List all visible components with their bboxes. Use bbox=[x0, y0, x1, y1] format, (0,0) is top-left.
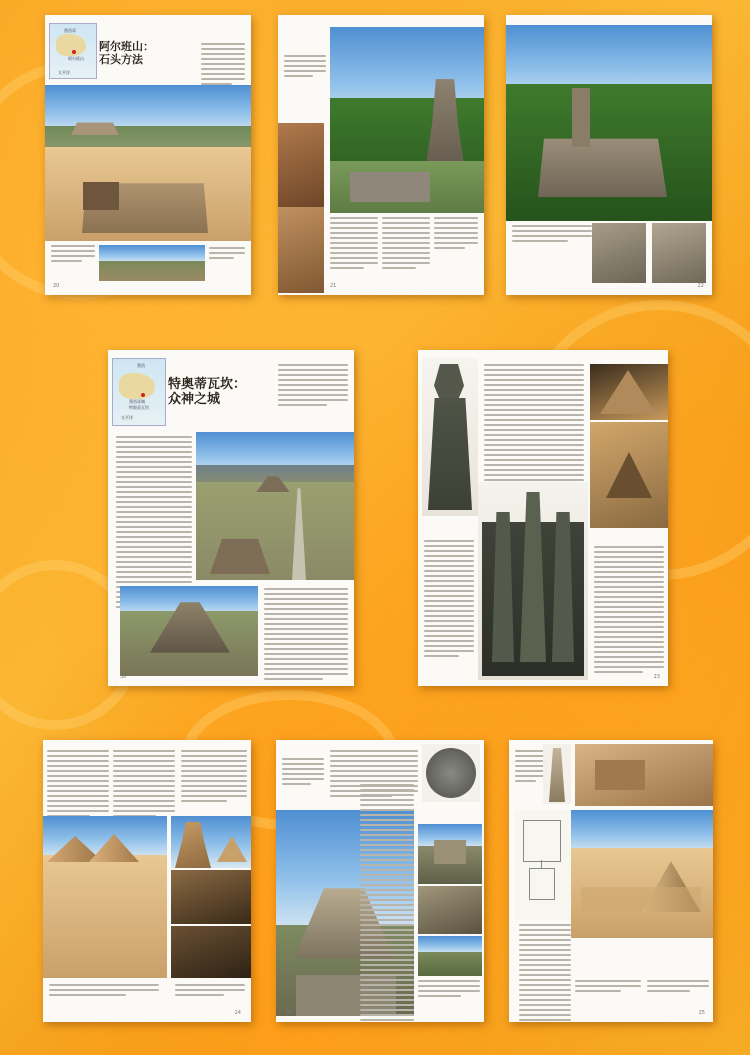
body-text bbox=[360, 784, 414, 1022]
page-number: 25 bbox=[698, 1010, 705, 1016]
caption-text bbox=[284, 55, 326, 80]
caption-text bbox=[647, 980, 709, 995]
page-title: 阿尔班山： 石头方法 bbox=[99, 40, 154, 66]
book-page-egyptian-statues bbox=[418, 350, 668, 686]
photo-temple-warriors bbox=[418, 824, 482, 884]
body-text bbox=[201, 43, 245, 88]
location-map bbox=[112, 358, 166, 426]
page-title: 特奥蒂瓦坎： 众神之城 bbox=[168, 377, 247, 407]
body-text bbox=[181, 750, 247, 805]
photo-standing-statue bbox=[543, 744, 571, 804]
photo-excavation-site bbox=[575, 744, 713, 806]
book-page-tikal bbox=[278, 15, 484, 295]
photo-desert-pyramid bbox=[571, 810, 713, 938]
body-text bbox=[434, 217, 478, 252]
photo-ball-court bbox=[418, 936, 482, 976]
photo-plaza-panorama bbox=[99, 245, 205, 281]
page-number: 30 bbox=[120, 674, 127, 680]
site-plan-diagram bbox=[515, 810, 571, 920]
photo-pyramid-of-moon bbox=[120, 586, 258, 676]
book-page-desert-pyramid bbox=[509, 740, 713, 1022]
book-page-giza bbox=[43, 740, 251, 1022]
photo-pyramid-aerial-middle bbox=[590, 422, 668, 528]
map-label-country: 墨西 bbox=[137, 363, 145, 368]
photo-carved-relief bbox=[278, 123, 324, 207]
map-label-site: 阿尔班山 bbox=[68, 56, 84, 61]
body-text bbox=[594, 546, 664, 676]
page-number: 24 bbox=[234, 1010, 241, 1016]
caption-text bbox=[282, 758, 324, 788]
body-text bbox=[519, 924, 571, 1022]
map-label-site: 特奥蒂瓦坎 bbox=[129, 405, 149, 410]
caption-text bbox=[51, 245, 95, 265]
book-page-monte-alban bbox=[45, 15, 251, 295]
page-number: 23 bbox=[653, 674, 660, 680]
body-text bbox=[278, 364, 348, 409]
photo-sphinx bbox=[171, 816, 251, 868]
map-label-ocean: 太平洋 bbox=[121, 415, 133, 420]
map-label-ocean: 太平洋 bbox=[58, 70, 70, 75]
photo-glyph-panel-right bbox=[652, 223, 706, 283]
page-number: 22 bbox=[697, 283, 704, 289]
photo-tikal-temple bbox=[330, 27, 484, 213]
location-map bbox=[49, 23, 97, 79]
photo-carved-disc bbox=[422, 744, 480, 802]
caption-text bbox=[49, 984, 159, 999]
map-label-mexico: 墨西哥 bbox=[64, 28, 76, 33]
photo-seated-pharaoh bbox=[422, 358, 478, 516]
photo-pyramid-aerial-top bbox=[590, 364, 668, 420]
caption-text bbox=[418, 980, 480, 1000]
photo-palenque-palace bbox=[506, 25, 712, 221]
caption-text bbox=[575, 980, 641, 995]
photo-avenue-of-dead bbox=[196, 432, 354, 580]
photo-statue-triad bbox=[478, 482, 588, 680]
photo-tomb-corridor bbox=[171, 926, 251, 978]
photo-stone-carving bbox=[278, 207, 324, 293]
caption-text bbox=[515, 750, 545, 785]
map-label-city: 墨西哥城 bbox=[129, 399, 145, 404]
page-number: 20 bbox=[53, 283, 60, 289]
body-text bbox=[47, 750, 109, 820]
photo-tomb-chamber bbox=[171, 870, 251, 924]
photo-giza-pyramids bbox=[43, 816, 167, 978]
body-text bbox=[116, 436, 192, 611]
body-text bbox=[264, 588, 348, 683]
book-page-palenque bbox=[506, 15, 712, 295]
photo-glyph-panel-left bbox=[592, 223, 646, 283]
book-page-chichen-itza bbox=[276, 740, 484, 1022]
body-text bbox=[113, 750, 175, 820]
page-number: 22 bbox=[286, 1010, 293, 1016]
caption-text bbox=[512, 225, 592, 245]
photo-ruins-plaza bbox=[45, 85, 251, 241]
caption-text bbox=[175, 984, 245, 999]
photo-chacmool-statue bbox=[418, 886, 482, 934]
caption-text bbox=[424, 540, 474, 660]
page-number: 21 bbox=[330, 283, 337, 289]
caption-text bbox=[209, 247, 245, 262]
body-text bbox=[382, 217, 430, 272]
book-page-teotihuacan bbox=[108, 350, 354, 686]
body-text bbox=[330, 217, 378, 272]
